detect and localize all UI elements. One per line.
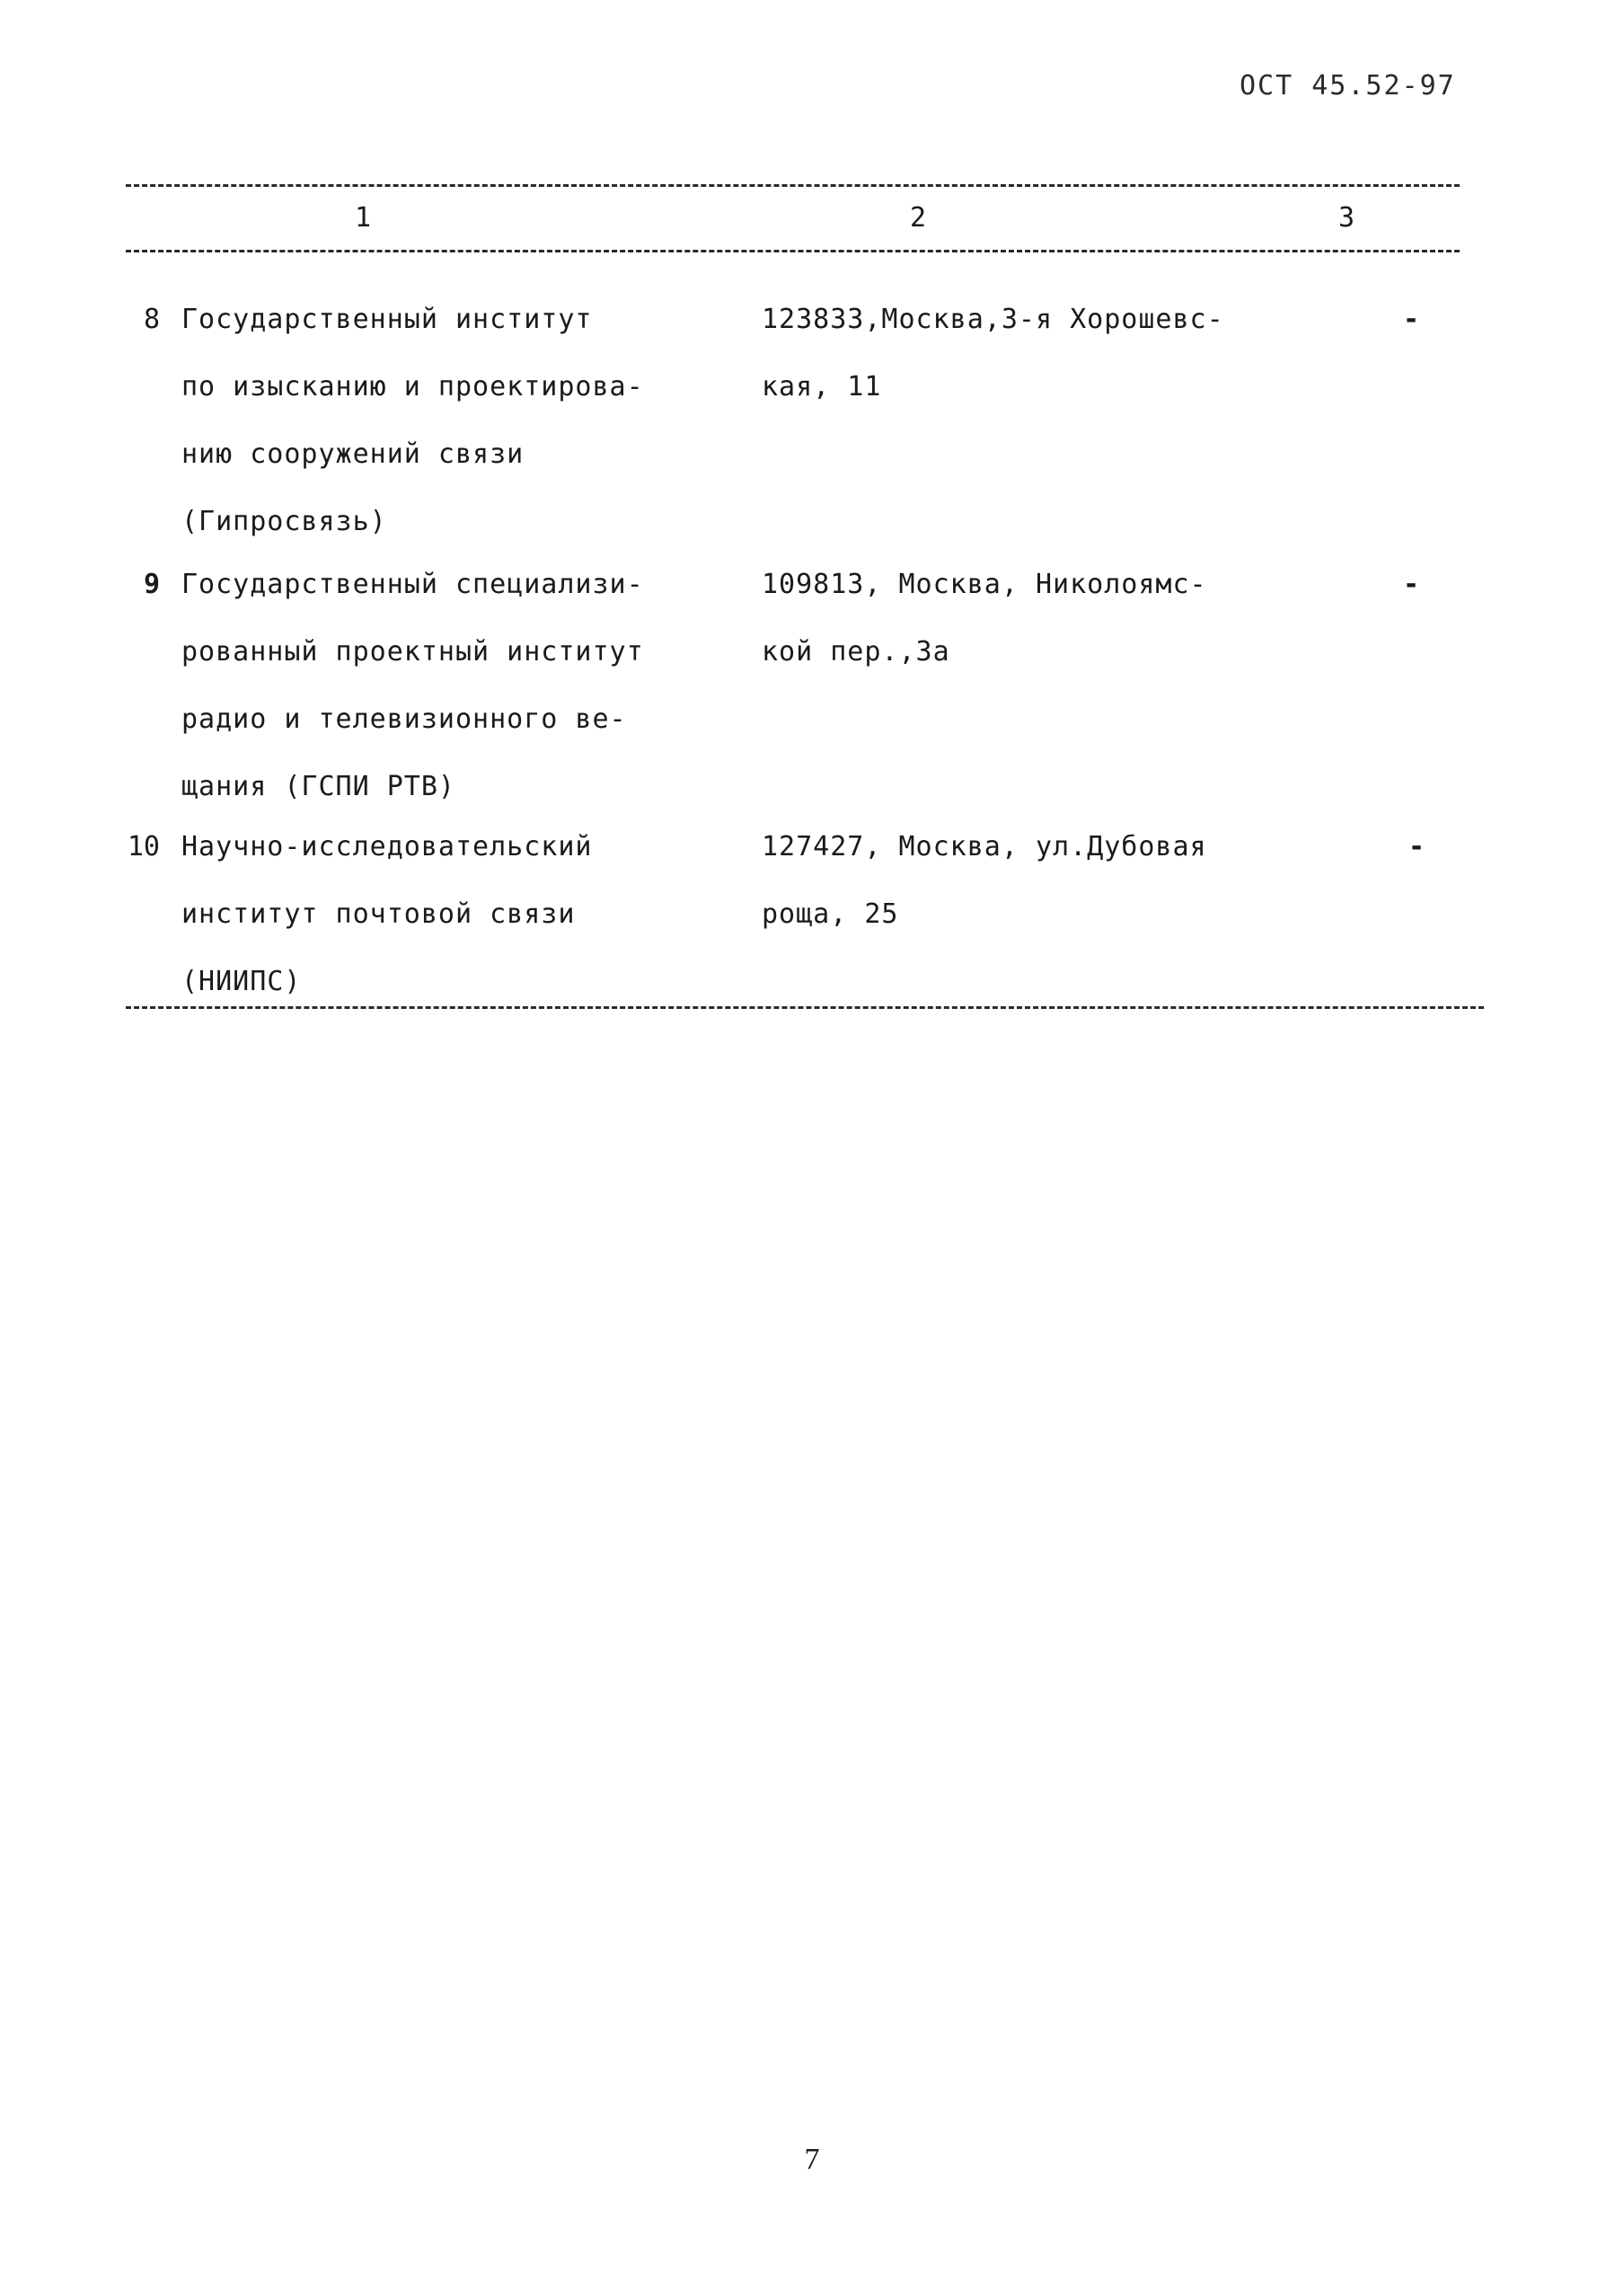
document-code: ОСТ 45.52-97 xyxy=(1240,70,1456,102)
row-name-line: щания (ГСПИ РТВ) xyxy=(181,771,455,802)
row-name-line: институт почтовой связи xyxy=(181,898,576,930)
row-address-line: 127427, Москва, ул.Дубовая xyxy=(762,831,1207,862)
row-address-line: 109813, Москва, Николоямс- xyxy=(762,569,1207,600)
row-name-line: (Гипросвязь) xyxy=(181,506,387,537)
row-address-line: кая, 11 xyxy=(762,371,882,402)
row-name-line: по изысканию и проектирова- xyxy=(181,371,644,402)
table-top-rule xyxy=(126,184,1460,187)
row-col3-value: - xyxy=(1403,304,1420,335)
row-col3-value: - xyxy=(1403,569,1420,600)
column-number-2: 2 xyxy=(910,202,927,234)
row-name-line: Государственный институт xyxy=(181,304,593,335)
row-address-line: 123833,Москва,3-я Хорошевс- xyxy=(762,304,1224,335)
row-address-line: роща, 25 xyxy=(762,898,899,930)
table-header-rule xyxy=(126,250,1460,252)
row-name-line: рованный проектный институт xyxy=(181,636,644,668)
column-number-3: 3 xyxy=(1338,202,1355,234)
row-index: 8 xyxy=(143,304,160,335)
row-name-line: нию сооружений связи xyxy=(181,438,525,470)
column-number-1: 1 xyxy=(355,202,372,234)
row-name-line: (НИИПС) xyxy=(181,966,302,997)
row-index: 10 xyxy=(127,831,160,862)
page-number: 7 xyxy=(804,2143,820,2176)
row-name-line: Государственный специализи- xyxy=(181,569,644,600)
row-index: 9 xyxy=(143,569,160,600)
row-address-line: кой пер.,3а xyxy=(762,636,950,668)
row-name-line: Научно-исследовательский xyxy=(181,831,593,862)
row-col3-value: - xyxy=(1408,831,1425,862)
table-bottom-rule xyxy=(126,1006,1484,1009)
row-name-line: радио и телевизионного ве- xyxy=(181,703,627,735)
